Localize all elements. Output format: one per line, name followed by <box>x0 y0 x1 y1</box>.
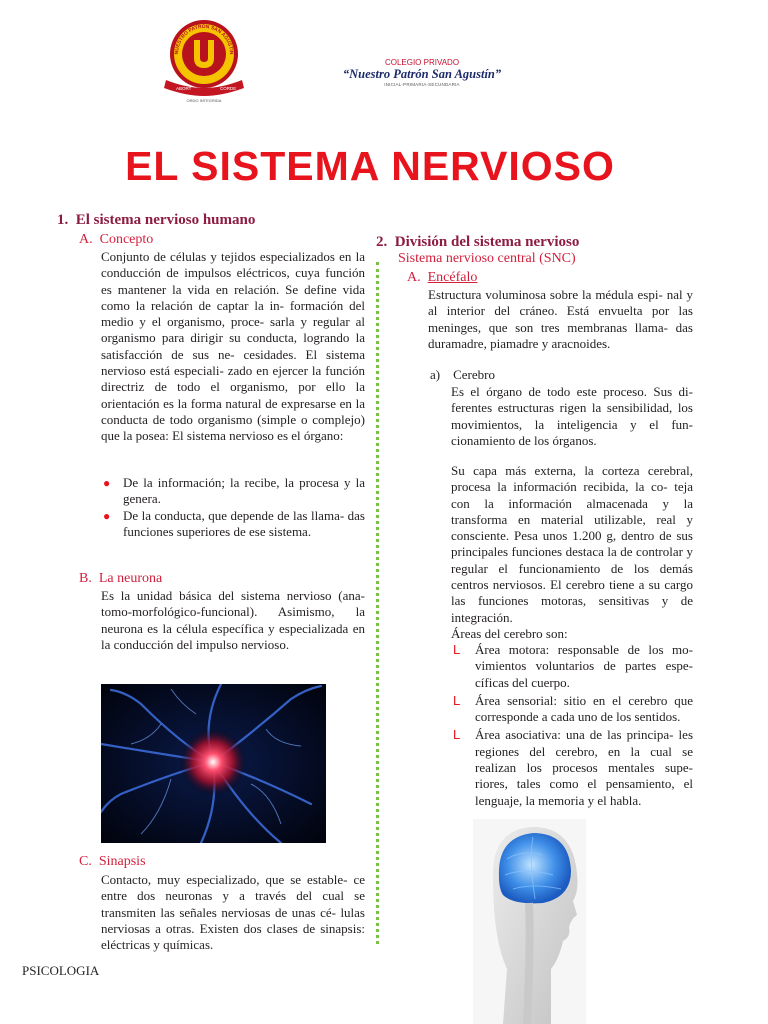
school-name: “Nuestro Patrón San Agustín” <box>342 67 502 81</box>
subsection-a-letter: A. <box>79 232 93 247</box>
subsection-c-heading <box>79 854 146 870</box>
logo-ring-text: NUESTRO PATRÓN SAN AGUSTÍN <box>173 23 235 55</box>
logo-ribbon-left: ABORT <box>176 86 192 91</box>
encefalo-paragraph: Estructura voluminosa sobre la médula espi- nal y al interior del cráneo. Está envuelta por las meninges, que son tres membranas llama- das duramadre, piamadre y aracnoides. <box>428 287 693 351</box>
list-item <box>451 727 693 808</box>
cerebro-paragraph-2: Su capa más externa, la corteza cerebral, procesa la información recibida, la co- teja con la información almacenada y la transforma en material utilizable, real y consciente. Pesa unos 1.200 g, dentro de sus principales funciones destaca la de controlar y regular el funcionamiento de los demás centros nerviosos. El cerebro tiene a su cargo las funciones motoras, sensitivas y de integración. <box>451 463 693 625</box>
cerebro-paragraph-1: Es el órgano de todo este proceso. Sus di- ferentes estructuras rigen la sensibilidad, los movimientos, la inteligencia y el fun- cionamiento de los órganos. <box>451 384 693 448</box>
l-bullet-icon: L <box>453 642 461 657</box>
list-item <box>451 693 693 726</box>
subsection-encefalo-heading <box>407 270 477 286</box>
school-kicker: COLEGIO PRIVADO <box>384 58 460 67</box>
subsection-c-letter: C. <box>79 854 92 869</box>
areas-intro: Áreas del cerebro son: <box>451 626 568 641</box>
section-2-number: 2. <box>376 234 388 250</box>
footer-subject: PSICOLOGIA <box>22 963 100 978</box>
areas-list <box>451 642 693 809</box>
neurona-paragraph: Es la unidad básica del sistema nervioso (ana- tomo-morfológico-funcional). Asimismo, la neurona es la célula específica y especializada en la conducción del impulso nervioso. <box>101 588 365 652</box>
cerebro-heading <box>430 367 495 383</box>
subsection-a-title: Concepto <box>99 232 154 247</box>
snc-subtitle: Sistema nervioso central (SNC) <box>398 251 576 266</box>
cerebro-letter: a) <box>430 367 441 382</box>
bullet-dot-icon: ● <box>103 476 111 490</box>
neuron-image <box>101 684 326 843</box>
cerebro-title: Cerebro <box>453 367 495 382</box>
sinapsis-paragraph: Contacto, muy especializado, que se estable- ce entre dos neuronas y a través del cual se transmiten las señales nerviosas de unas cé- lulas nerviosas a otras. Existen dos clases de sinapsis: eléctricas y químicas. <box>101 872 365 953</box>
subsection-b-title: La neurona <box>98 571 163 586</box>
column-divider <box>376 262 379 944</box>
subsection-c-title: Sinapsis <box>98 854 146 869</box>
bullet-dot-icon: ● <box>103 508 111 523</box>
subsection-a-heading <box>79 232 153 248</box>
area-text: Área asociativa: una de las principa- les regiones del cerebro, en la cual se realizan los procesos mentales supe- riores, tales como el pensamiento, el lenguaje, la memoria y el habla. <box>475 727 693 808</box>
logo-ribbon-right: CORDE <box>220 86 237 91</box>
subsection-b-letter: B. <box>79 571 92 586</box>
list-item <box>101 508 365 541</box>
brain-head-image <box>473 819 586 1024</box>
encefalo-letter: A. <box>407 270 421 285</box>
encefalo-title: Encéfalo <box>427 270 478 285</box>
school-levels: INICIAL-PRIMARIA-SECUNDARIA <box>384 82 460 87</box>
school-logo <box>158 14 250 106</box>
section-1-title: El sistema nervioso humano <box>75 212 256 228</box>
bullet-text: De la información; la recibe, la procesa y la genera. <box>123 475 365 507</box>
bullet-text: De la conducta, que depende de las llama- das funciones superiores de ese sistema. <box>123 507 365 539</box>
concepto-bullets <box>101 475 365 540</box>
section-2-heading <box>376 234 579 251</box>
list-item <box>101 475 365 508</box>
area-text: Área motora: responsable de los mo- vimientos voluntarios de partes espe- cíficas del cuerpo. <box>475 642 693 690</box>
concepto-paragraph: Conjunto de células y tejidos especializados en la conducción de impulsos eléctricos, cuya función es mantener la vida en relación. Se define vida como la relación de captar la in- formación del medio y el organismo, proce- sarla y regular al organismo para dirigir su conducta, logrando la satisfacción de sus ne- cesidades. El sistema nervioso está especiali- zado en ejercer la función directriz de todo el organismo, por ello la orientación es la forma natural de expresarse en la conducta de todo organismo (simple o complejo) que la posea: El sistema nervioso es el órgano: <box>101 249 365 444</box>
l-bullet-icon: L <box>453 727 461 743</box>
page-title: EL SISTEMA NERVIOSO <box>125 143 615 189</box>
area-text: Área sensorial: sitio en el cerebro que corresponde a cada uno de los sentidos. <box>475 692 693 725</box>
l-bullet-icon: L <box>453 692 461 708</box>
logo-motto: ORDO INTEGRIDA <box>186 98 222 103</box>
section-1-heading <box>57 212 255 229</box>
subsection-b-heading <box>79 571 162 587</box>
section-1-number: 1. <box>57 212 69 228</box>
section-2-title: División del sistema nervioso <box>394 234 580 250</box>
list-item <box>451 642 693 691</box>
